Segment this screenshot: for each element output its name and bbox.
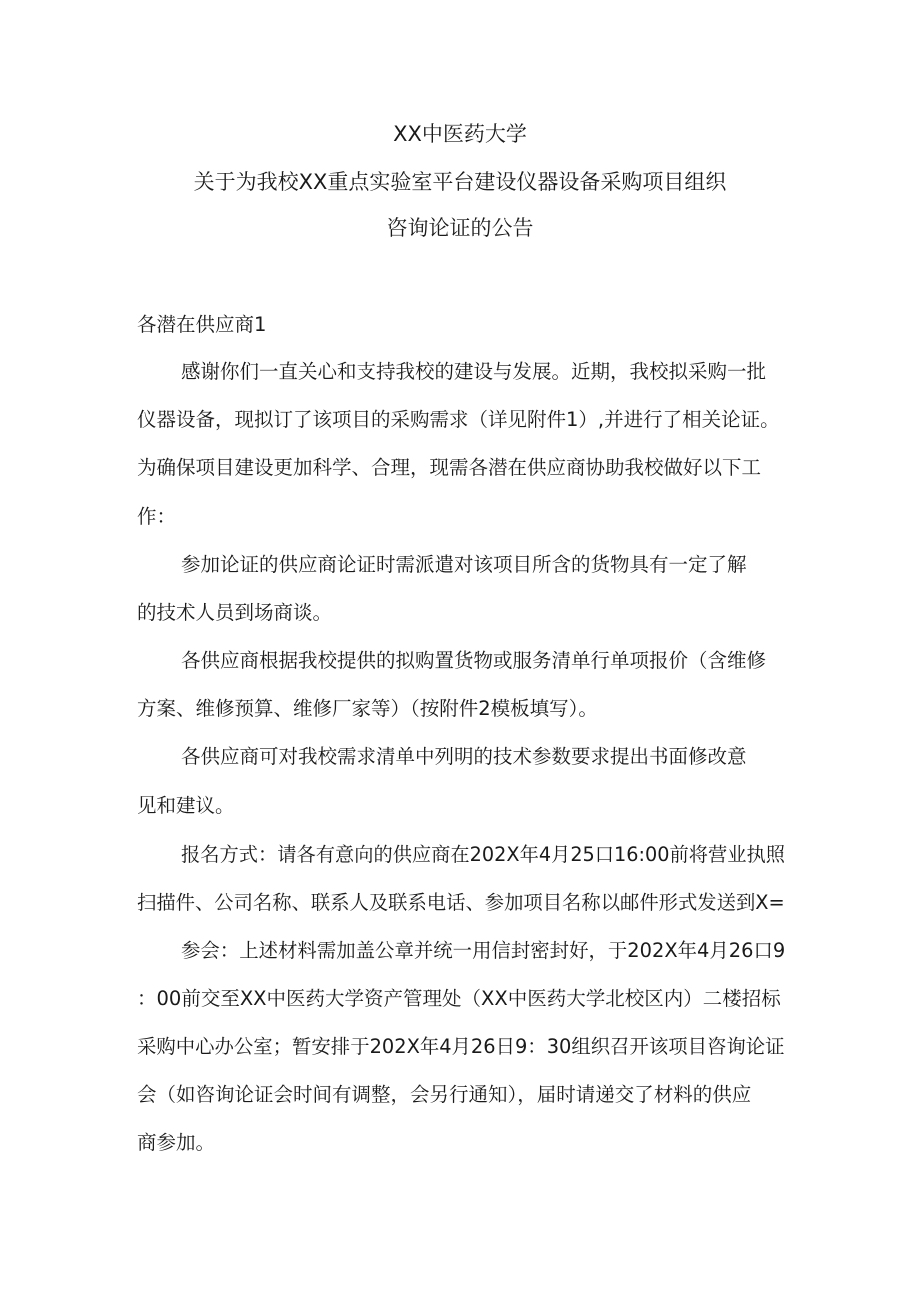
salutation: 各潜在供应商1 xyxy=(137,313,267,336)
paragraph-line: 方案、维修预算、维修厂家等）（按附件2模板填写）。 xyxy=(137,697,598,720)
paragraph-line: 作： xyxy=(137,505,177,528)
paragraph-line: 各供应商可对我校需求清单中列明的技术参数要求提出书面修改意 xyxy=(181,745,747,768)
notice-title-line2: 咨询论证的公告 xyxy=(386,216,534,240)
paragraph-line: 感谢你们一直关心和支持我校的建设与发展。近期，我校拟采购一批 xyxy=(181,360,767,383)
paragraph-line: 的技术人员到场商谈。 xyxy=(137,601,333,624)
paragraph-line: 各供应商根据我校提供的拟购置货物或服务清单行单项报价（含维修 xyxy=(181,649,767,672)
paragraph-line: 见和建议。 xyxy=(137,794,235,817)
paragraph-line: 参会：上述材料需加盖公章并统一用信封密封好，于202X年4月26口9 xyxy=(181,939,786,962)
paragraph-line: 为确保项目建设更加科学、合理，现需各潜在供应商协助我校做好以下工 xyxy=(137,456,762,479)
paragraph-line: 会（如咨询论证会时间有调整，会另行通知），届时请递交了材料的供应 xyxy=(137,1083,752,1106)
org-title: XX中医药大学 xyxy=(393,122,527,146)
paragraph-line: 扫描件、公司名称、联系人及联系电话、参加项目名称以邮件形式发送到X= xyxy=(137,891,785,914)
paragraph-line: 报名方式：请各有意向的供应商在202X年4月25口16:00前将营业执照 xyxy=(181,843,785,866)
paragraph-line: 参加论证的供应商论证时需派遣对该项目所含的货物具有一定了解 xyxy=(181,553,747,576)
paragraph-line: 采购中心办公室；暂安排于202X年4月26日9：30组织召开该项目咨询论证 xyxy=(137,1035,785,1058)
notice-title-line1: 关于为我校XX重点实验室平台建设仪器设备采购项目组织 xyxy=(193,170,727,194)
paragraph-line: 仪器设备，现拟订了该项目的采购需求（详见附件1）,并进行了相关论证。 xyxy=(137,408,780,431)
paragraph-line: 商参加。 xyxy=(137,1131,216,1154)
paragraph-line: ：00前交至XX中医药大学资产管理处（XX中医药大学北校区内）二楼招标 xyxy=(137,987,781,1010)
